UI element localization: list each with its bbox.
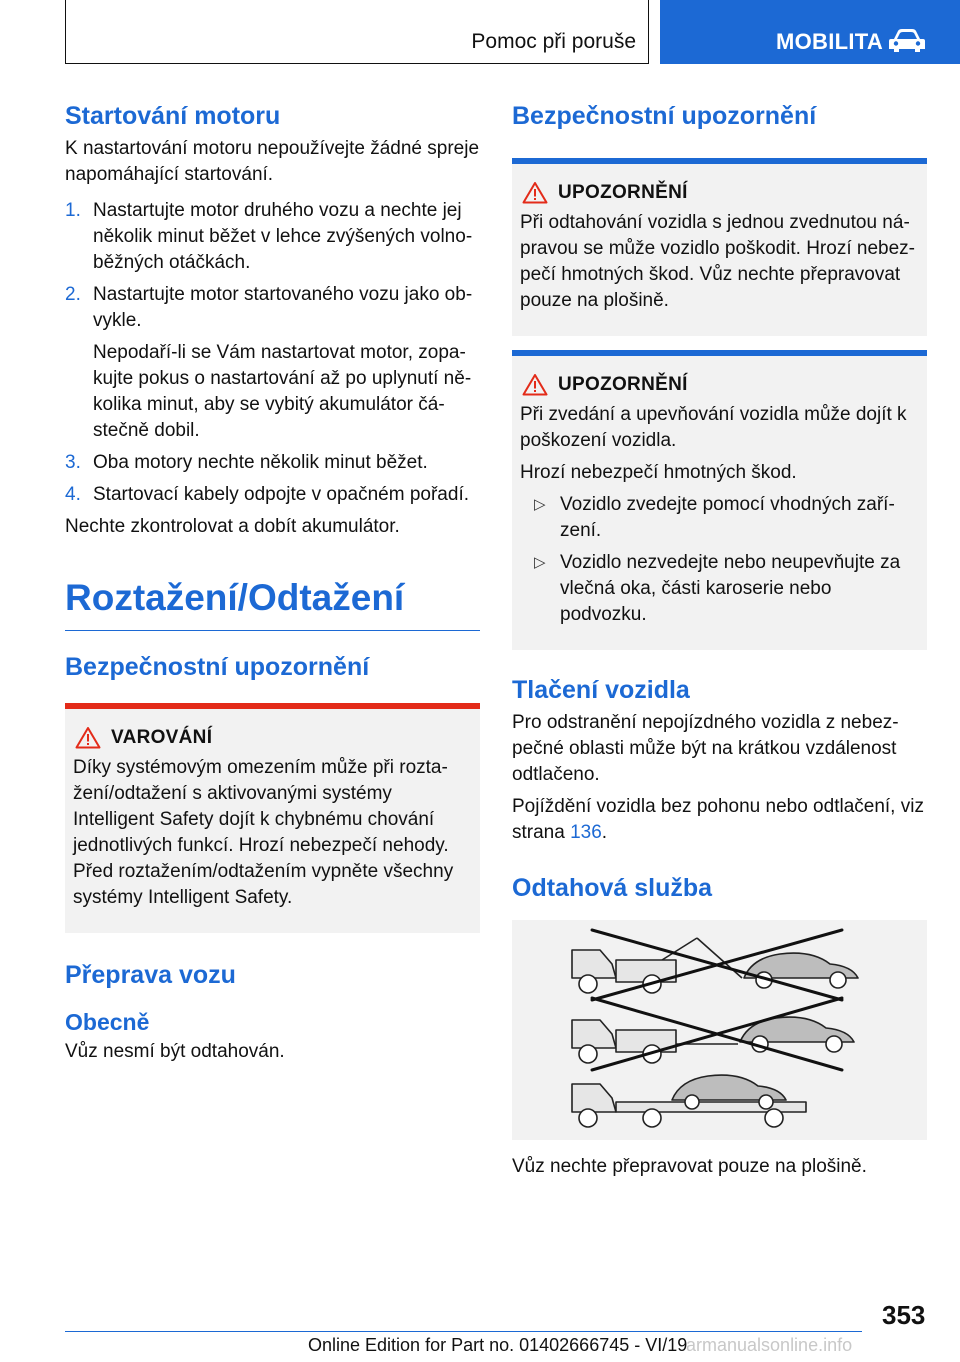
left-column [65,100,480,1071]
push-text-1: Pro odstranění nepojízdného vozidla z nebezpečné oblasti může být na krátkou vzdálenost odtlačeno. [512,712,899,785]
step-text: Nastartujte motor druhého vozu a nechte jej několik minut běžet v lehce zvýšených volnoběžných otáčkách. [93,200,473,273]
push-text-2 [512,794,927,846]
list-item [65,282,480,334]
footer-divider [65,1331,862,1332]
heading-divider [65,630,480,631]
list-item [520,550,919,628]
notice-box-1 [512,158,927,336]
left-safety-heading: Bezpečnostní upozornění [65,653,370,681]
warning-triangle-icon [75,726,101,749]
car-icon [888,28,926,54]
notice-text-2: Hrozí nebezpečí hmotných škod. [520,462,797,483]
step-subtext: Nepodaří-li se Vám nastartovat motor, zopakujte pokus o nastartování až po uplynutí několika minut, aby se vybitý akumulátor částečně dobil. [93,342,472,441]
transport-heading: Přeprava vozu [65,961,236,989]
header-chapter-title: MOBILITA [776,29,884,54]
push-text-2-pre: Pojíždění vozidla bez pohonu nebo odtlačení, viz strana [512,796,924,843]
notice-title [520,372,919,398]
list-item [65,198,480,276]
footer-edition: Online Edition for Part no. 01402666745 - VI/19 [308,1335,688,1355]
tow-heading: Roztažení/Odtažení [65,577,405,618]
step-number: 4. [65,484,81,505]
notice-box-2 [512,350,927,650]
step-number: 2. [65,284,81,305]
notice-title-text: UPOZORNĚNÍ [558,374,688,395]
step-number: 3. [65,452,81,473]
general-heading: Obecně [65,1009,150,1035]
header-section-title: Pomoc při poruše [471,30,636,53]
step-text: Nastartujte motor startovaného vozu jako obvykle. [93,284,473,331]
warning-triangle-icon [522,181,548,204]
bullet-text: Vozidlo zvedejte pomocí vhodných zařízení. [560,494,895,541]
start-intro: K nastartování motoru nepoužívejte žádné spreje napomáhající startování. [65,138,480,185]
warning-title-text: VAROVÁNÍ [111,727,213,748]
page-number: 353 [882,1300,926,1330]
warning-triangle-icon [522,373,548,396]
list-item [520,492,919,544]
warning-text: Díky systémovým omezením může při roztažení/odtažení s aktivovanými systémy Intelligent Safety dojít k chybnému chování jednotlivých funkcí. Hrozí nebezpečí nehody. Před roztažením/odtažením vypněte všechny systémy Intelligent Safety. [73,757,454,908]
start-steps [65,198,480,508]
start-outro: Nechte zkontrolovat a dobít akumulátor. [65,516,400,537]
step-text: Oba motory nechte několik minut běžet. [93,452,428,473]
header-chapter-tab [660,0,960,64]
notice-text-1: Při zvedání a upevňování vozidla může dojít k poškození vozidla. [520,404,907,451]
figure-caption: Vůz nechte přepravovat pouze na plošině. [512,1156,867,1177]
push-text-2-post: . [601,822,608,843]
start-heading: Startování motoru [65,102,281,130]
towing-illustration [512,920,927,1140]
notice-title-text: UPOZORNĚNÍ [558,182,688,203]
header-section-tab [65,0,649,64]
list-item [65,450,480,476]
warning-title [73,725,472,751]
warning-box [65,703,480,933]
bullet-text: Vozidlo nezvedejte nebo neupevňujte za vlečná oka, části karoserie nebo podvozku. [560,552,901,625]
towing-methods-image [512,920,927,1140]
general-text: Vůz nesmí být odtahován. [65,1041,285,1062]
right-column [512,100,927,1186]
step-number: 1. [65,200,81,221]
notice-title [520,180,919,206]
right-safety-heading: Bezpečnostní upozornění [512,102,817,130]
step-text: Startovací kabely odpojte v opačném pořadí. [93,484,470,505]
tow-service-heading: Odtahová služba [512,874,713,902]
push-heading: Tlačení vozidla [512,676,690,704]
bullet-triangle-icon: ▷ [534,554,546,571]
footer-watermark: armanualsonline.info [686,1335,853,1355]
bullet-triangle-icon: ▷ [534,496,546,513]
list-item [65,482,480,508]
page-reference-link[interactable]: 136 [570,822,602,843]
notice-text: Při odtahování vozidla s jednou zvednutou nápravou se může vozidlo poškodit. Hrozí nebezpečí hmotných škod. Vůz nechte přepravovat pouze na plošině. [520,212,915,311]
